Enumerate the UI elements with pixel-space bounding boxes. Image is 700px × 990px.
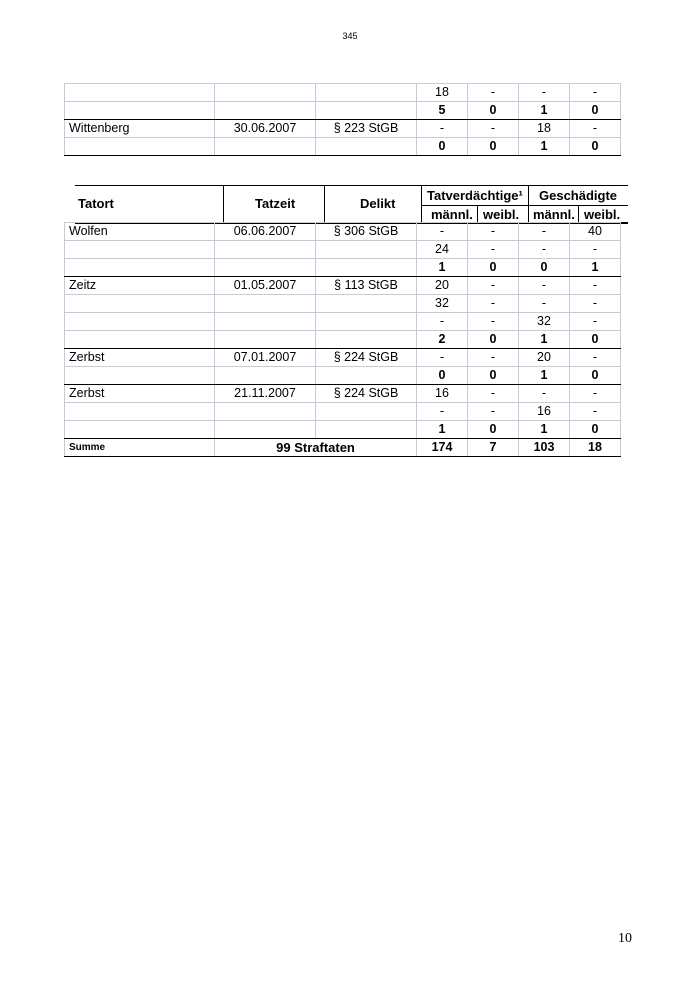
- cell-value: 20: [519, 349, 570, 367]
- cell-value: 0: [417, 138, 468, 156]
- cell-delikt: § 223 StGB: [316, 120, 417, 138]
- cell-value: -: [519, 295, 570, 313]
- cell-tatort: Zerbst: [65, 349, 215, 367]
- cell-tatzeit: 01.05.2007: [215, 277, 316, 295]
- table-continuation: [64, 83, 621, 156]
- table-row: [65, 331, 621, 349]
- cell-value: 0: [468, 259, 519, 277]
- cell-delikt: [316, 313, 417, 331]
- header-tatort: Tatort: [78, 196, 114, 211]
- summe-value: 7: [468, 439, 519, 457]
- header-weibl-g: weibl.: [584, 207, 621, 222]
- header-geschaedigte: Geschädigte: [539, 188, 618, 203]
- cell-tatort: Wittenberg: [65, 120, 215, 138]
- summe-value: 18: [570, 439, 621, 457]
- cell-value: -: [417, 403, 468, 421]
- cell-value: 0: [468, 102, 519, 120]
- table-row: [65, 120, 621, 138]
- cell-value: 0: [570, 367, 621, 385]
- cell-value: 1: [519, 421, 570, 439]
- cell-tatort: [65, 84, 215, 102]
- cell-value: 0: [570, 421, 621, 439]
- cell-tatzeit: [215, 367, 316, 385]
- table-main: [64, 222, 621, 457]
- table-row: [65, 277, 621, 295]
- cell-value: -: [417, 223, 468, 241]
- cell-tatzeit: [215, 421, 316, 439]
- table-row: [65, 385, 621, 403]
- cell-value: 1: [519, 138, 570, 156]
- cell-tatort: Wolfen: [65, 223, 215, 241]
- header-tatzeit: Tatzeit: [255, 196, 296, 211]
- cell-value: -: [468, 223, 519, 241]
- cell-value: 2: [417, 331, 468, 349]
- cell-value: -: [570, 120, 621, 138]
- cell-value: -: [468, 313, 519, 331]
- summe-label: Summe: [65, 439, 215, 457]
- cell-value: -: [417, 349, 468, 367]
- cell-tatzeit: [215, 295, 316, 313]
- cell-tatort: [65, 259, 215, 277]
- header-maennl-tv: männl.: [431, 207, 473, 222]
- cell-value: 1: [519, 331, 570, 349]
- cell-delikt: [316, 331, 417, 349]
- cell-value: 0: [468, 331, 519, 349]
- cell-value: -: [468, 120, 519, 138]
- cell-value: -: [570, 349, 621, 367]
- cell-value: -: [519, 223, 570, 241]
- summary-row: [65, 439, 621, 457]
- cell-value: 0: [519, 259, 570, 277]
- cell-value: 40: [570, 223, 621, 241]
- header-weibl-tv: weibl.: [483, 207, 520, 222]
- cell-tatzeit: [215, 259, 316, 277]
- cell-tatzeit: [215, 331, 316, 349]
- cell-tatort: [65, 331, 215, 349]
- cell-value: 0: [570, 138, 621, 156]
- cell-tatzeit: [215, 403, 316, 421]
- cell-tatort: [65, 367, 215, 385]
- cell-tatzeit: [215, 313, 316, 331]
- cell-value: -: [468, 241, 519, 259]
- summe-count: 99 Straftaten: [215, 439, 417, 457]
- cell-value: -: [468, 277, 519, 295]
- cell-tatzeit: 30.06.2007: [215, 120, 316, 138]
- cell-value: -: [417, 120, 468, 138]
- header-delikt: Delikt: [360, 196, 396, 211]
- cell-value: 5: [417, 102, 468, 120]
- cell-tatzeit: [215, 138, 316, 156]
- cell-value: 1: [519, 367, 570, 385]
- table-row: [65, 241, 621, 259]
- cell-value: 0: [468, 367, 519, 385]
- table-row: [65, 403, 621, 421]
- cell-delikt: [316, 84, 417, 102]
- table-row: [65, 259, 621, 277]
- cell-delikt: § 113 StGB: [316, 277, 417, 295]
- cell-value: 1: [570, 259, 621, 277]
- cell-value: -: [570, 277, 621, 295]
- cell-tatort: [65, 295, 215, 313]
- cell-value: -: [570, 313, 621, 331]
- cell-value: 0: [570, 102, 621, 120]
- page-header-number: 345: [342, 31, 358, 41]
- cell-delikt: § 224 StGB: [316, 385, 417, 403]
- summe-value: 174: [417, 439, 468, 457]
- cell-value: 1: [519, 102, 570, 120]
- cell-value: 32: [519, 313, 570, 331]
- cell-value: 18: [519, 120, 570, 138]
- table-header: [75, 185, 628, 224]
- cell-value: -: [570, 241, 621, 259]
- cell-delikt: [316, 295, 417, 313]
- cell-tatort: [65, 102, 215, 120]
- table-row: [65, 367, 621, 385]
- cell-value: 0: [468, 138, 519, 156]
- cell-value: -: [519, 277, 570, 295]
- table-row: [65, 421, 621, 439]
- table-row: [65, 295, 621, 313]
- table-row: [65, 349, 621, 367]
- cell-value: 16: [519, 403, 570, 421]
- summe-value: 103: [519, 439, 570, 457]
- cell-value: 1: [417, 259, 468, 277]
- table-row: [65, 84, 621, 102]
- cell-value: 1: [417, 421, 468, 439]
- cell-tatzeit: [215, 241, 316, 259]
- cell-value: -: [570, 403, 621, 421]
- cell-value: -: [570, 84, 621, 102]
- table-row: [65, 102, 621, 120]
- cell-tatzeit: 06.06.2007: [215, 223, 316, 241]
- cell-tatort: Zerbst: [65, 385, 215, 403]
- cell-delikt: [316, 367, 417, 385]
- cell-tatort: [65, 138, 215, 156]
- table-row: [65, 138, 621, 156]
- page-footer-number: 10: [618, 931, 632, 946]
- cell-value: -: [417, 313, 468, 331]
- cell-value: 20: [417, 277, 468, 295]
- cell-value: -: [468, 84, 519, 102]
- cell-value: 0: [417, 367, 468, 385]
- cell-tatort: [65, 421, 215, 439]
- cell-value: -: [468, 385, 519, 403]
- cell-tatzeit: 07.01.2007: [215, 349, 316, 367]
- cell-value: 24: [417, 241, 468, 259]
- header-maennl-g: männl.: [533, 207, 575, 222]
- cell-tatzeit: [215, 102, 316, 120]
- cell-tatort: [65, 241, 215, 259]
- cell-delikt: [316, 102, 417, 120]
- cell-value: -: [570, 295, 621, 313]
- cell-value: -: [468, 349, 519, 367]
- table-row: [65, 223, 621, 241]
- cell-value: 18: [417, 84, 468, 102]
- cell-delikt: [316, 259, 417, 277]
- cell-value: 0: [468, 421, 519, 439]
- cell-value: -: [519, 241, 570, 259]
- table-row: [65, 313, 621, 331]
- cell-tatort: Zeitz: [65, 277, 215, 295]
- cell-value: -: [519, 84, 570, 102]
- cell-delikt: § 306 StGB: [316, 223, 417, 241]
- cell-delikt: [316, 421, 417, 439]
- cell-tatort: [65, 403, 215, 421]
- cell-value: 32: [417, 295, 468, 313]
- cell-value: -: [570, 385, 621, 403]
- header-tatverdaechtige: Tatverdächtige¹: [427, 188, 523, 203]
- cell-value: 16: [417, 385, 468, 403]
- cell-value: -: [468, 295, 519, 313]
- cell-tatzeit: [215, 84, 316, 102]
- cell-delikt: [316, 138, 417, 156]
- cell-delikt: [316, 403, 417, 421]
- cell-tatzeit: 21.11.2007: [215, 385, 316, 403]
- cell-value: -: [468, 403, 519, 421]
- cell-delikt: [316, 241, 417, 259]
- cell-value: -: [519, 385, 570, 403]
- cell-value: 0: [570, 331, 621, 349]
- cell-delikt: § 224 StGB: [316, 349, 417, 367]
- cell-tatort: [65, 313, 215, 331]
